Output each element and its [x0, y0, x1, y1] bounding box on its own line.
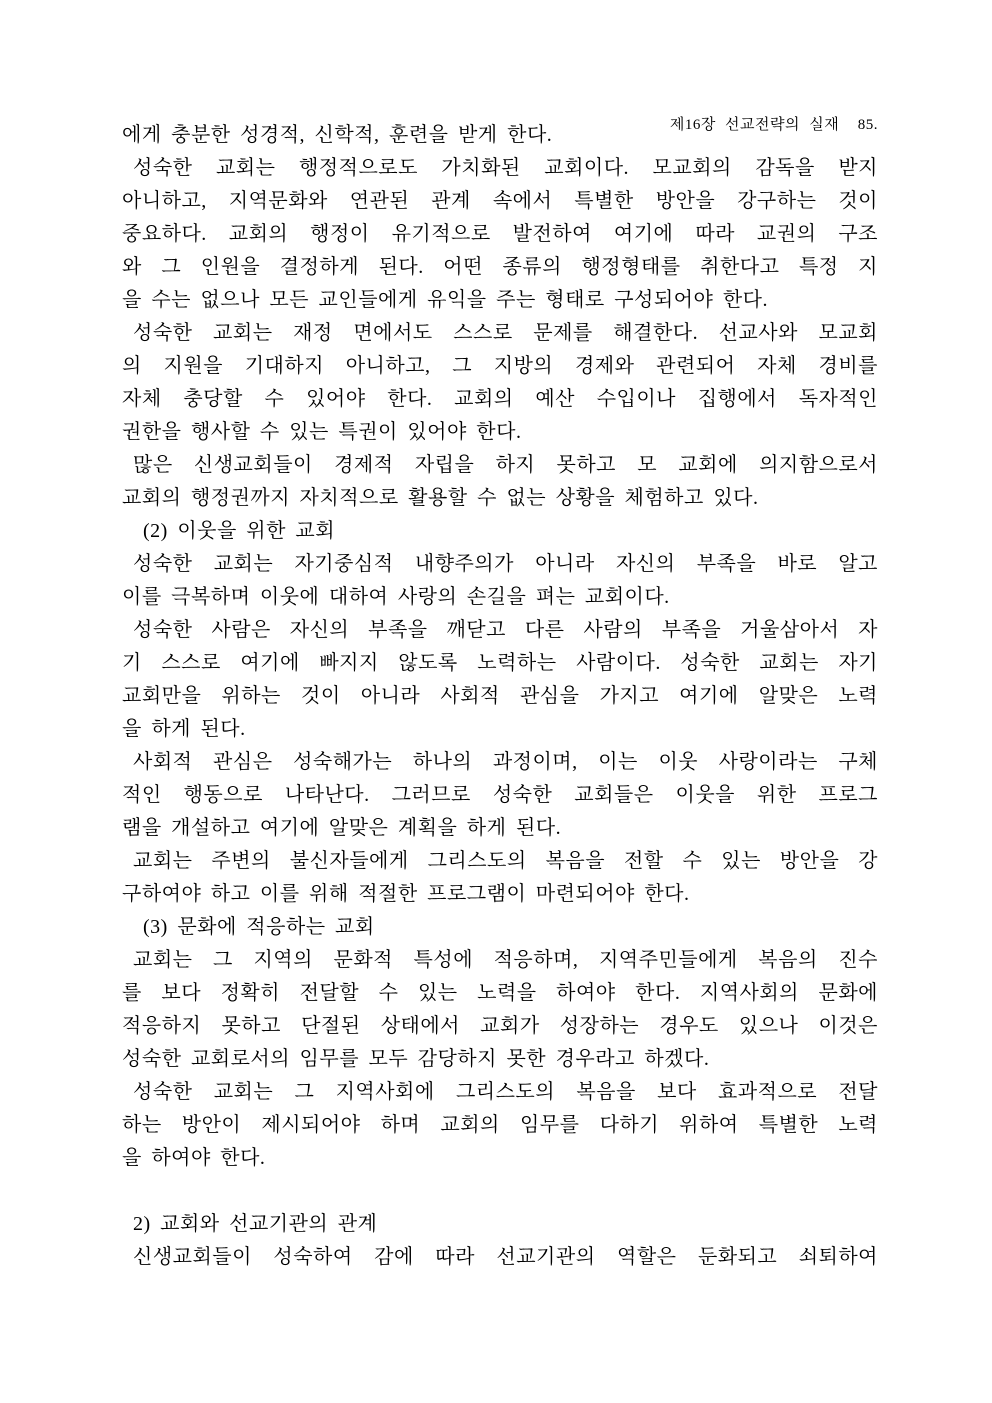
text-line: 성숙한 사람은 자신의 부족을 깨닫고 다른 사람의 부족을 거울삼아서 자 — [133, 619, 878, 641]
document-body — [122, 119, 878, 1274]
text-line: 교회는 그 지역의 문화적 특성에 적응하며, 지역주민들에게 복음의 진수 — [133, 949, 878, 971]
text-line: 성숙한 교회는 행정적으로도 가치화된 교회이다. 모교회의 감독을 받지 — [133, 157, 878, 179]
text-line: 하는 방안이 제시되어야 하며 교회의 임무를 다하기 위하여 특별한 노력 — [122, 1114, 878, 1136]
text-line: 기 스스로 여기에 빠지지 않도록 노력하는 사람이다. 성숙한 교회는 자기 — [122, 652, 878, 674]
text-line: 적응하지 못하고 단절된 상태에서 교회가 성장하는 경우도 있으나 이것은 — [122, 1015, 878, 1037]
text-line: 을 하여야 한다. — [122, 1147, 266, 1169]
blank-line — [122, 1175, 878, 1208]
text-line: 을 수는 없으나 모든 교인들에게 유익을 주는 형태로 구성되어야 한다. — [122, 289, 768, 311]
text-line: 적인 행동으로 나타난다. 그러므로 성숙한 교회들은 이웃을 위한 프로그 — [122, 784, 878, 806]
text-line: 이를 극복하며 이웃에 대하여 사랑의 손길을 펴는 교회이다. — [122, 586, 670, 608]
text-line: 성숙한 교회는 그 지역사회에 그리스도의 복음을 보다 효과적으로 전달 — [133, 1081, 878, 1103]
text-line: 램을 개설하고 여기에 알맞은 계획을 하게 된다. — [122, 817, 562, 839]
text-line: 를 보다 정확히 전달할 수 있는 노력을 하여야 한다. 지역사회의 문화에 — [122, 982, 878, 1004]
text-line: 아니하고, 지역문화와 연관된 관계 속에서 특별한 방안을 강구하는 것이 — [122, 190, 878, 212]
text-line: 자체 충당할 수 있어야 한다. 교회의 예산 수입이나 집행에서 독자적인 — [122, 388, 878, 410]
text-line: 신생교회들이 성숙하여 감에 따라 선교기관의 역할은 둔화되고 쇠퇴하여 — [133, 1246, 878, 1268]
text-line: 권한을 행사할 수 있는 특권이 있어야 한다. — [122, 421, 522, 443]
text-line: 성숙한 교회로서의 임무를 모두 감당하지 못한 경우라고 하겠다. — [122, 1048, 710, 1070]
text-line: 성숙한 교회는 자기중심적 내향주의가 아니라 자신의 부족을 바로 알고 — [133, 553, 878, 575]
running-head-text: 제16장 선교전략의 실재 85. — [669, 117, 878, 133]
text-line: 교회의 행정권까지 자치적으로 활용할 수 없는 상황을 체험하고 있다. — [122, 487, 759, 509]
text-line: 2) 교회와 선교기관의 관계 — [133, 1213, 378, 1235]
text-line: 와 그 인원을 결정하게 된다. 어떤 종류의 행정형태를 취한다고 특정 지 — [122, 256, 878, 278]
text-line: (2) 이웃을 위한 교회 — [143, 520, 336, 542]
text-line: 구하여야 하고 이를 위해 적절한 프로그램이 마련되어야 한다. — [122, 883, 690, 905]
text-line: 에게 충분한 성경적, 신학적, 훈련을 받게 한다. — [122, 124, 553, 146]
text-line: 사회적 관심은 성숙해가는 하나의 과정이며, 이는 이웃 사랑이라는 구체 — [133, 751, 878, 773]
text-line: 교회만을 위하는 것이 아니라 사회적 관심을 가지고 여기에 알맞은 노력 — [122, 685, 878, 707]
text-line: 성숙한 교회는 재정 면에서도 스스로 문제를 해결한다. 선교사와 모교회 — [133, 322, 878, 344]
text-line: 을 하게 된다. — [122, 718, 246, 740]
text-line: 중요하다. 교회의 행정이 유기적으로 발전하여 여기에 따라 교권의 구조 — [122, 223, 878, 245]
text-line: 의 지원을 기대하지 아니하고, 그 지방의 경제와 관련되어 자체 경비를 — [122, 355, 878, 377]
text-line: 많은 신생교회들이 경제적 자립을 하지 못하고 모 교회에 의지함으로서 — [133, 454, 878, 476]
text-line: 교회는 주변의 불신자들에게 그리스도의 복음을 전할 수 있는 방안을 강 — [133, 850, 878, 872]
text-line: (3) 문화에 적응하는 교회 — [143, 916, 375, 938]
